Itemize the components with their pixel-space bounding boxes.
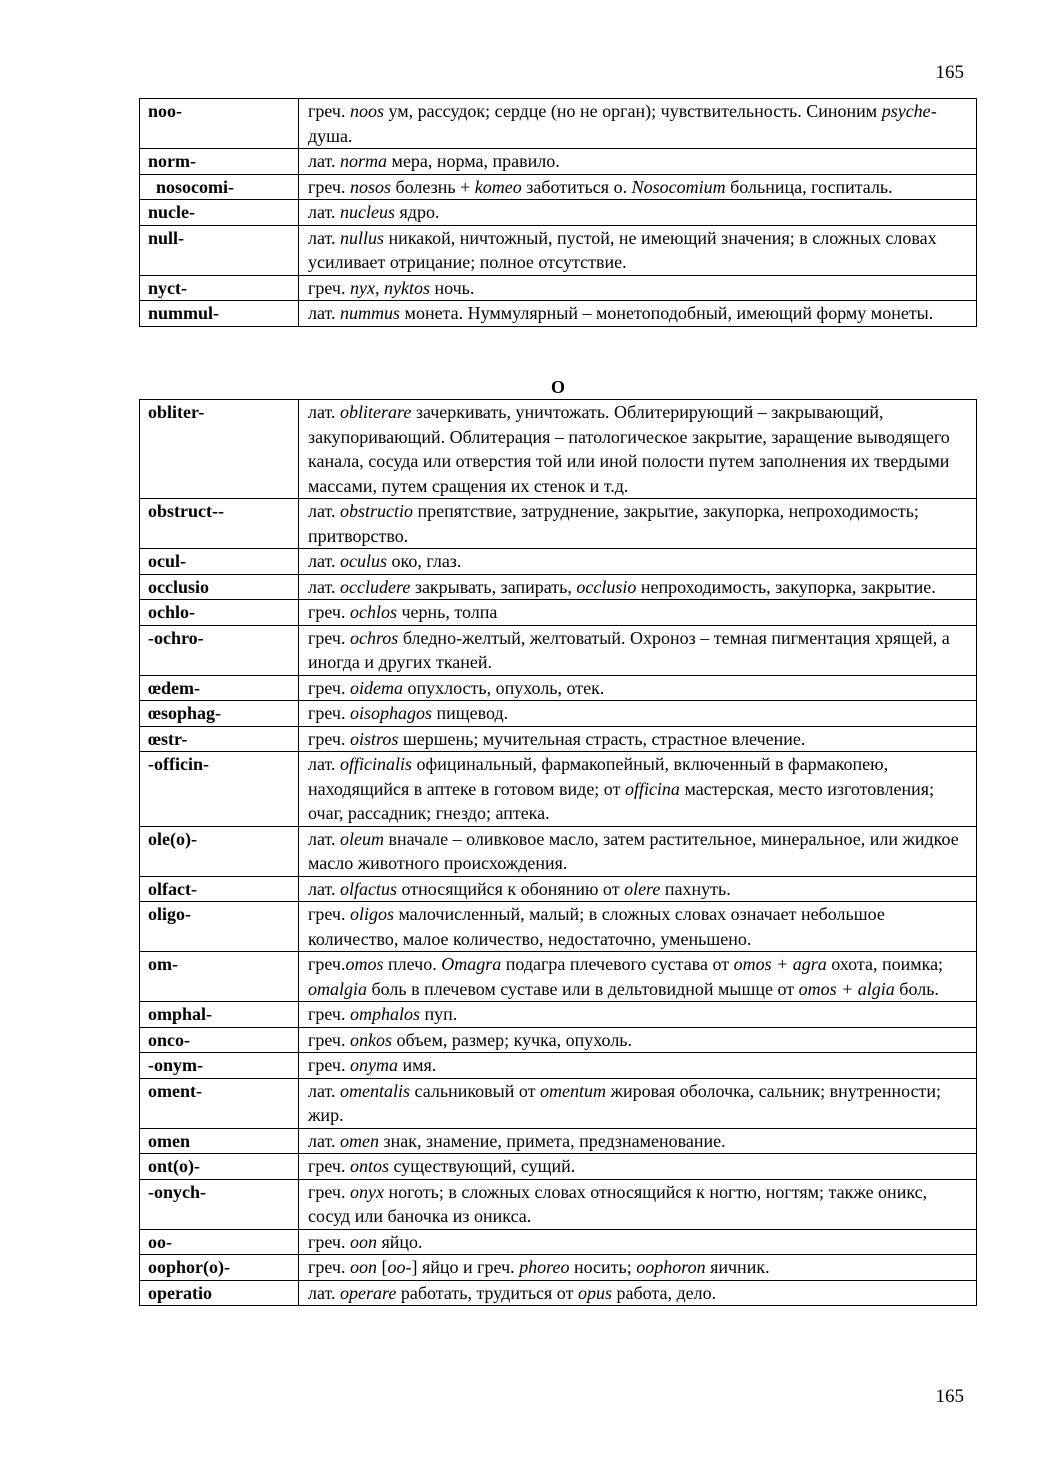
definition-italic-segment: onyma — [349, 1055, 398, 1075]
definition-segment: существующий, сущий. — [389, 1156, 576, 1176]
entry-definition — [299, 752, 977, 827]
entry-definition — [299, 876, 977, 902]
definition-italic-segment: oculus — [340, 551, 388, 571]
definition-segment: греч. — [308, 1181, 350, 1202]
definition-italic-segment: omos — [345, 954, 384, 974]
definition-segment: монета. Нуммулярный – монетоподобный, имеющий форму монеты. — [400, 303, 934, 323]
definition-segment: яйцо. — [376, 1231, 423, 1252]
dictionary-row — [140, 726, 977, 752]
definition-segment: носить; — [569, 1257, 637, 1277]
definition-italic-segment: oligos — [349, 904, 394, 924]
entry-term: obliter- — [140, 400, 299, 499]
definition-italic-segment: oophoron — [636, 1257, 706, 1277]
entry-term: ole(o)- — [140, 826, 299, 876]
entry-definition — [299, 1255, 977, 1281]
definition-segment: ядро. — [395, 202, 440, 222]
dictionary-row — [140, 625, 977, 675]
definition-segment: лат. — [308, 1080, 341, 1101]
definition-italic-segment: omen — [340, 1130, 380, 1151]
entry-definition — [299, 826, 977, 876]
entry-definition — [299, 625, 977, 675]
entry-definition — [299, 200, 977, 226]
definition-italic-segment: olere — [624, 878, 661, 899]
definition-italic-segment: nullus — [340, 227, 385, 248]
definition-italic-segment: omalgia — [308, 978, 368, 999]
definition-italic-segment: omos + algia — [798, 978, 895, 999]
definition-segment: лат. — [308, 551, 341, 571]
entry-definition — [299, 1229, 977, 1255]
definition-segment: лат. — [308, 202, 341, 222]
definition-italic-segment: oistros — [349, 728, 399, 749]
definition-segment: жировая оболочка, сальник; внутренности; жир. — [308, 1080, 942, 1125]
dictionary-row — [140, 1027, 977, 1053]
definition-italic-segment: omentum — [540, 1080, 607, 1101]
definition-italic-segment: Nosocomium — [631, 176, 726, 197]
entry-definition — [299, 701, 977, 727]
definition-italic-segment: omos + agra — [733, 954, 827, 974]
definition-segment: зачеркивать, уничтожать. Облитерирующий – закрывающий, закупоривающий. Облитерация – патологическое закрытие, заращение выводящего канала, сосуда или отверстия той или иной полости путем заполнения их твердыми массами, путем сращения их стенок и т.д. — [308, 402, 950, 496]
definition-italic-segment: oleum — [340, 828, 385, 849]
definition-italic-segment: onkos — [349, 1029, 392, 1050]
dictionary-row — [140, 1154, 977, 1180]
entry-term: -officin- — [140, 752, 299, 827]
entry-definition — [299, 574, 977, 600]
definition-segment: лат. — [308, 878, 341, 899]
definition-segment: боль в плечевом суставе или в дельтовидной мышце от — [367, 978, 799, 999]
definition-italic-segment: occludere — [340, 576, 411, 597]
entry-term: null- — [140, 225, 299, 275]
dictionary-row — [140, 1179, 977, 1229]
definition-segment: плечо. — [383, 954, 442, 974]
definition-italic-segment: komeo — [474, 176, 522, 197]
definition-segment: греч. — [308, 1156, 350, 1176]
definition-segment: лат. — [308, 576, 341, 597]
definition-segment: греч. — [308, 677, 350, 698]
definition-italic-segment: olfactus — [340, 878, 398, 899]
entry-term: omphal- — [140, 1002, 299, 1028]
definition-segment: опухлость, опухоль, отек. — [402, 677, 605, 698]
entry-term: ochlo- — [140, 600, 299, 626]
definition-segment: лат. — [308, 754, 341, 774]
entry-definition — [299, 726, 977, 752]
definition-segment: заботиться о. — [521, 176, 632, 197]
entry-term: oophor(o)- — [140, 1255, 299, 1281]
dictionary-row — [140, 149, 977, 175]
definition-italic-segment: omphalos — [349, 1004, 420, 1024]
entry-term: oo- — [140, 1229, 299, 1255]
entry-definition — [299, 1002, 977, 1028]
definition-segment: лат. — [308, 151, 341, 171]
definition-segment: вначале – оливковое масло, затем растительное, минеральное, или жидкое масло животного происхождения. — [308, 828, 959, 873]
dictionary-row — [140, 1229, 977, 1255]
definition-italic-segment: omentalis — [340, 1080, 411, 1101]
definition-segment: греч. — [308, 627, 350, 648]
definition-segment: пуп. — [420, 1004, 458, 1024]
dictionary-row — [140, 902, 977, 952]
dictionary-row — [140, 275, 977, 301]
definition-segment: чернь, толпа — [396, 602, 498, 622]
entry-term: nosocomi- — [140, 174, 299, 200]
definition-segment: ] яйцо и греч. — [411, 1257, 520, 1277]
dictionary-row — [140, 600, 977, 626]
definition-segment: имя. — [397, 1055, 437, 1075]
entry-term: ont(o)- — [140, 1154, 299, 1180]
definition-segment: греч. — [308, 1004, 350, 1024]
definition-italic-segment: norma — [340, 151, 388, 171]
definition-segment: ночь. — [429, 277, 475, 298]
definition-segment: греч. — [308, 904, 350, 924]
definition-italic-segment: obliterare — [340, 402, 412, 422]
entry-definition — [299, 675, 977, 701]
definition-segment: знак, знамение, примета, предзнаменование. — [379, 1130, 726, 1151]
entry-definition — [299, 301, 977, 327]
dictionary-row — [140, 876, 977, 902]
entry-definition — [299, 600, 977, 626]
definition-italic-segment: oidema — [349, 677, 403, 698]
definition-segment: работа, дело. — [611, 1282, 717, 1303]
definition-italic-segment: Omagra — [441, 954, 502, 974]
definition-segment: малочисленный, малый; в сложных словах означает небольшое количество, малое количество, недостаточно, уменьшено. — [308, 904, 885, 949]
definition-italic-segment: occlusio — [576, 576, 637, 597]
entry-definition — [299, 902, 977, 952]
entry-definition — [299, 1027, 977, 1053]
definition-segment: греч. — [308, 101, 350, 121]
dictionary-row — [140, 1255, 977, 1281]
dictionary-row — [140, 574, 977, 600]
definition-italic-segment: nyx, nyktos — [349, 277, 430, 298]
dictionary-table-o — [139, 399, 977, 1306]
definition-segment: лат. — [308, 828, 341, 849]
definition-segment: мера, норма, правило. — [387, 151, 560, 171]
entry-term: olfact- — [140, 876, 299, 902]
entry-definition — [299, 952, 977, 1002]
entry-term: œdem- — [140, 675, 299, 701]
definition-italic-segment: nummus — [340, 303, 401, 323]
definition-segment: лат. — [308, 1130, 341, 1151]
entry-term: operatio — [140, 1280, 299, 1306]
definition-segment: официнальный, фармакопейный, включенный в фармакопею, находящийся в аптеке в готовом виде; от — [308, 754, 889, 799]
definition-segment: непроходимость, закупорка, закрытие. — [636, 576, 936, 597]
entry-definition — [299, 1154, 977, 1180]
entry-term: oligo- — [140, 902, 299, 952]
entry-term: norm- — [140, 149, 299, 175]
entry-definition — [299, 174, 977, 200]
dictionary-row — [140, 952, 977, 1002]
dictionary-row — [140, 301, 977, 327]
definition-italic-segment: ochros — [349, 627, 399, 648]
entry-term: noo- — [140, 99, 299, 149]
definition-segment: греч. — [308, 728, 350, 749]
definition-segment: относящийся к обонянию от — [397, 878, 625, 899]
definition-segment: препятствие, затруднение, закрытие, закупорка, непроходимость; притворство. — [308, 501, 919, 546]
entry-term: -onych- — [140, 1179, 299, 1229]
dictionary-row — [140, 826, 977, 876]
dictionary-row — [140, 225, 977, 275]
definition-segment: никакой, ничтожный, пустой, не имеющий значения; в сложных словах усиливает отрицание; полное отсутствие. — [308, 227, 937, 272]
entry-term: onco- — [140, 1027, 299, 1053]
entry-term: om- — [140, 952, 299, 1002]
definition-segment: греч. — [308, 1257, 350, 1277]
dictionary-row — [140, 200, 977, 226]
entry-definition — [299, 1179, 977, 1229]
definition-segment: пахнуть. — [660, 878, 731, 899]
definition-segment: яичник. — [705, 1257, 770, 1277]
entry-definition — [299, 149, 977, 175]
entry-definition — [299, 225, 977, 275]
entry-definition — [299, 400, 977, 499]
dictionary-row — [140, 1128, 977, 1154]
definition-segment: лат. — [308, 501, 341, 521]
dictionary-row — [140, 1280, 977, 1306]
definition-italic-segment: ontos — [349, 1156, 389, 1176]
definition-segment: -душа. — [308, 101, 937, 146]
dictionary-row — [140, 701, 977, 727]
entry-definition — [299, 99, 977, 149]
page-number-top: 165 — [935, 62, 964, 83]
entry-definition — [299, 275, 977, 301]
entry-term: oment- — [140, 1078, 299, 1128]
definition-segment: работать, трудиться от — [396, 1282, 578, 1303]
definition-segment: греч. — [308, 1055, 350, 1075]
entry-term: omen — [140, 1128, 299, 1154]
definition-italic-segment: ochlos — [349, 602, 397, 622]
definition-segment: греч. — [308, 954, 346, 974]
page-number-bottom: 165 — [935, 1386, 964, 1407]
section-letter-heading: O — [550, 377, 565, 397]
definition-segment: греч. — [308, 1231, 350, 1252]
definition-italic-segment: officina — [624, 778, 680, 799]
dictionary-table-n — [139, 98, 977, 327]
entry-term: -onym- — [140, 1053, 299, 1079]
definition-italic-segment: obstructio — [340, 501, 414, 521]
definition-segment: объем, размер; кучка, опухоль. — [391, 1029, 633, 1050]
definition-italic-segment: phoreo — [519, 1257, 570, 1277]
definition-segment: сальниковый от — [410, 1080, 541, 1101]
dictionary-row — [140, 675, 977, 701]
definition-italic-segment: psyche — [881, 101, 931, 121]
entry-term: occlusio — [140, 574, 299, 600]
entry-term: obstruct-- — [140, 499, 299, 549]
entry-definition — [299, 1128, 977, 1154]
dictionary-row — [140, 1078, 977, 1128]
definition-italic-segment: noos — [349, 101, 384, 121]
definition-segment: греч. — [308, 703, 350, 723]
definition-segment: подагра плечевого сустава от — [501, 954, 734, 974]
definition-segment: греч. — [308, 176, 350, 197]
definition-segment: закрывать, запирать, — [410, 576, 577, 597]
definition-segment: мастерская, место изготовления; очаг, рассадник; гнездо; аптека. — [308, 778, 935, 823]
dictionary-row — [140, 1053, 977, 1079]
definition-segment: болезнь + — [391, 176, 475, 197]
entry-term: -ochro- — [140, 625, 299, 675]
definition-segment: охота, поимка; — [826, 954, 944, 974]
dictionary-row — [140, 1002, 977, 1028]
entry-definition — [299, 1078, 977, 1128]
definition-italic-segment: oo- — [387, 1257, 412, 1277]
entry-term: nyct- — [140, 275, 299, 301]
definition-italic-segment: nucleus — [340, 202, 396, 222]
definition-segment: лат. — [308, 1282, 341, 1303]
definition-segment: ум, рассудок; сердце (но не орган); чувствительность. Синоним — [384, 101, 882, 121]
definition-segment: бледно-желтый, желтоватый. Охроноз – темная пигментация хрящей, а иногда и других тканей. — [308, 627, 950, 672]
entry-definition — [299, 499, 977, 549]
definition-italic-segment: operare — [340, 1282, 397, 1303]
entry-definition — [299, 1280, 977, 1306]
definition-segment: больница, госпиталь. — [725, 176, 893, 197]
definition-segment: боль. — [894, 978, 939, 999]
dictionary-row — [140, 549, 977, 575]
definition-segment: греч. — [308, 277, 350, 298]
entry-term: œstr- — [140, 726, 299, 752]
definition-segment: ноготь; в сложных словах относящийся к ногтю, ногтям; также оникс, сосуд или баночка из оникса. — [308, 1181, 928, 1226]
definition-segment: лат. — [308, 227, 341, 248]
dictionary-row — [140, 499, 977, 549]
dictionary-row — [140, 400, 977, 499]
entry-term: nummul- — [140, 301, 299, 327]
definition-segment: пищевод. — [432, 703, 509, 723]
definition-segment: лат. — [308, 303, 341, 323]
dictionary-row — [140, 174, 977, 200]
entry-term: ocul- — [140, 549, 299, 575]
definition-italic-segment: oisophagos — [349, 703, 432, 723]
definition-segment: лат. — [308, 402, 341, 422]
entry-definition — [299, 549, 977, 575]
entry-term: œsophag- — [140, 701, 299, 727]
definition-italic-segment: officinalis — [340, 754, 413, 774]
definition-italic-segment: nosos — [349, 176, 391, 197]
definition-italic-segment: opus — [577, 1282, 612, 1303]
definition-segment: [ — [376, 1257, 388, 1277]
definition-italic-segment: onyx — [349, 1181, 384, 1202]
entry-term: nucle- — [140, 200, 299, 226]
definition-segment: греч. — [308, 1029, 350, 1050]
dictionary-row — [140, 752, 977, 827]
definition-segment: око, глаз. — [387, 551, 462, 571]
dictionary-row — [140, 99, 977, 149]
definition-segment: греч. — [308, 602, 350, 622]
entry-definition — [299, 1053, 977, 1079]
definition-segment: шершень; мучительная страсть, страстное влечение. — [398, 728, 806, 749]
definition-italic-segment: oon — [349, 1231, 377, 1252]
definition-italic-segment: oon — [349, 1257, 377, 1277]
